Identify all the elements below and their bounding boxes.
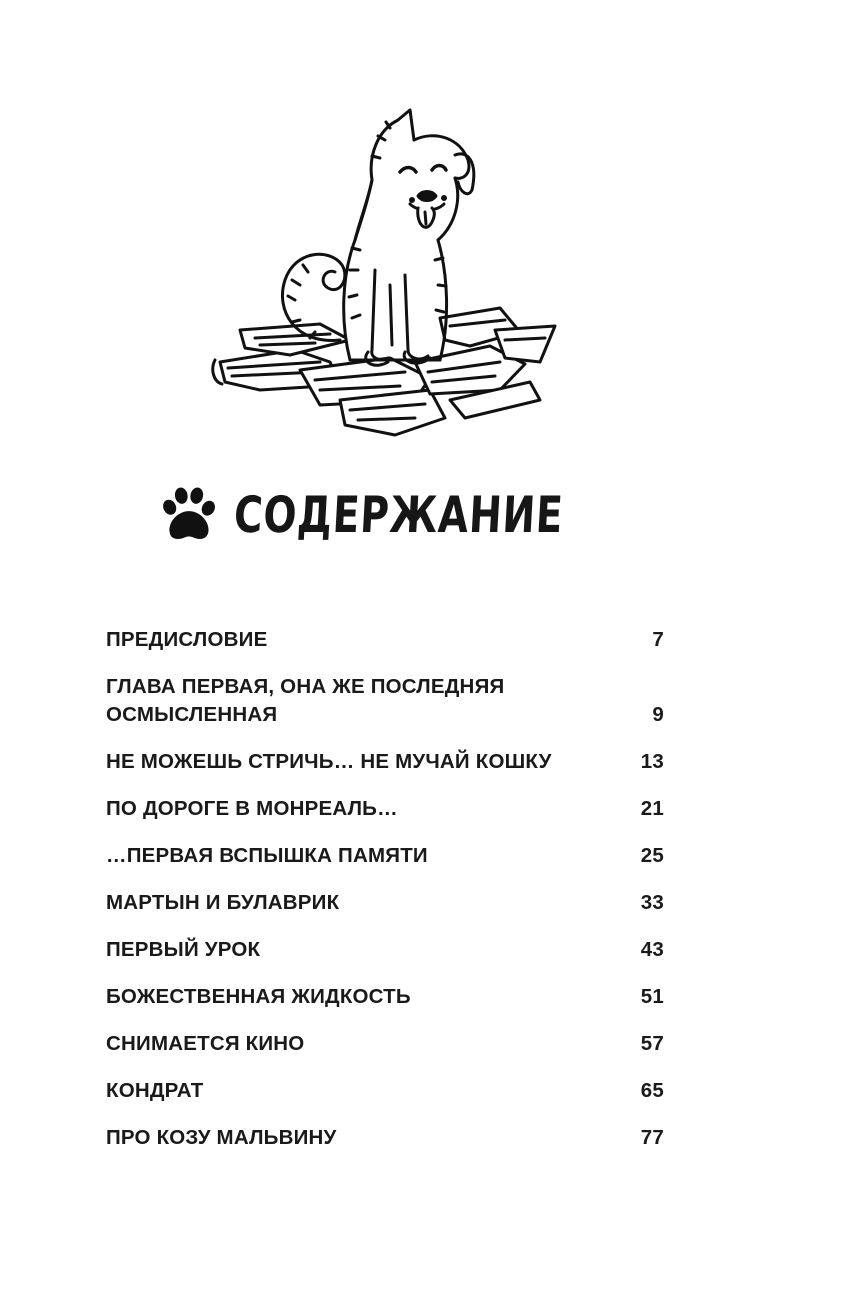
toc-entry-page: 43 xyxy=(640,938,664,961)
toc-entry-title: …ПЕРВАЯ ВСПЫШКА ПАМЯТИ xyxy=(106,844,428,867)
toc-entry-title: ПЕРВЫЙ УРОК xyxy=(106,938,261,961)
toc-entry-page: 77 xyxy=(640,1126,664,1149)
dog-on-papers-illustration xyxy=(200,100,570,450)
toc-entry[interactable] xyxy=(106,842,664,870)
toc-entry[interactable] xyxy=(106,748,664,776)
toc-entry-title: БОЖЕСТВЕННАЯ ЖИДКОСТЬ xyxy=(106,985,411,1008)
toc-entry-title: МАРТЫН И БУЛАВРИК xyxy=(106,891,340,914)
toc-entry-title: НЕ МОЖЕШЬ СТРИЧЬ… НЕ МУЧАЙ КОШКУ xyxy=(106,750,552,773)
toc-entry[interactable] xyxy=(106,1030,664,1058)
toc-entry-page: 57 xyxy=(640,1032,664,1055)
toc-entry[interactable] xyxy=(106,795,664,823)
toc-entry-page: 9 xyxy=(652,703,664,726)
toc-entry[interactable] xyxy=(106,673,664,729)
table-of-contents xyxy=(106,626,664,1171)
toc-entry[interactable] xyxy=(106,626,664,654)
papers-pile xyxy=(213,308,555,435)
toc-entry-page: 7 xyxy=(652,628,664,651)
toc-entry-title: КОНДРАТ xyxy=(106,1079,204,1102)
toc-entry[interactable] xyxy=(106,1077,664,1105)
toc-entry-page: 33 xyxy=(640,891,664,914)
toc-entry-title-continued: ОСМЫСЛЕННАЯ xyxy=(106,703,278,726)
toc-entry[interactable] xyxy=(106,936,664,964)
toc-entry-page: 25 xyxy=(640,844,664,867)
toc-entry-title: ПРЕДИСЛОВИЕ xyxy=(106,628,268,651)
dog-head xyxy=(355,110,474,240)
paw-print-icon xyxy=(160,486,218,544)
toc-entry-title: ПО ДОРОГЕ В МОНРЕАЛЬ… xyxy=(106,797,398,820)
toc-entry-title: ПРО КОЗУ МАЛЬВИНУ xyxy=(106,1126,337,1149)
contents-title: СОДЕРЖАНИЕ xyxy=(232,486,565,544)
toc-entry-title: СНИМАЕТСЯ КИНО xyxy=(106,1032,305,1055)
toc-entry[interactable] xyxy=(106,1124,664,1152)
toc-entry-page: 13 xyxy=(640,750,664,773)
toc-entry-title: ГЛАВА ПЕРВАЯ, ОНА ЖЕ ПОСЛЕДНЯЯ xyxy=(106,675,505,698)
toc-entry[interactable] xyxy=(106,889,664,917)
toc-entry-page: 65 xyxy=(640,1079,664,1102)
contents-heading xyxy=(160,470,656,560)
toc-entry-page: 21 xyxy=(640,797,664,820)
toc-entry[interactable] xyxy=(106,983,664,1011)
toc-entry-page: 51 xyxy=(640,985,664,1008)
